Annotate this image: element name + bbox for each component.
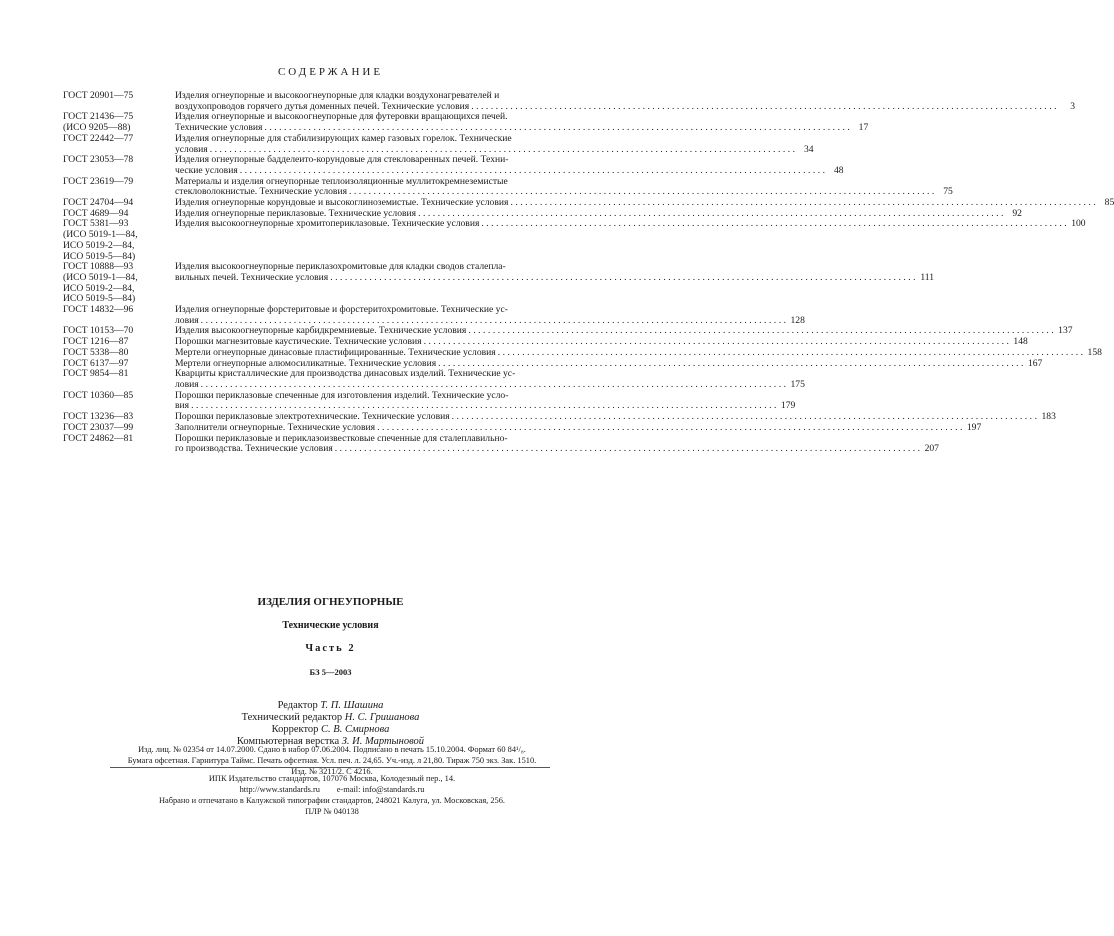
entry-last-line [175,348,1102,359]
gost-codes [63,423,175,434]
gost-code: ГОСТ 21436—75 [63,111,134,123]
page-number: 100 [1071,218,1086,230]
publisher-line: http://www.standards.ru e-mail: info@standards.ru [239,785,425,794]
contents-title: СОДЕРЖАНИЕ [277,66,384,78]
page-number: 158 [1087,346,1102,358]
page-number: 207 [924,443,939,455]
entry-title-line: Порошки магнезитовые каустические. Технические условия [175,336,422,348]
leader-dots: ........................................................................................................................ [510,197,1099,209]
entry-last-line [175,423,981,434]
entry-title-line: Изделия огнеупорные корундовые и высокоглиноземистые. Технические условия [175,197,509,209]
editor-name: Н. С. Гришанова [344,712,420,723]
entry-title-line: Изделия огнеупорные форстеритовые и форстеритохромитовые. Технические ус- [175,304,508,316]
entry-title-line: Изделия огнеупорные периклазовые. Технические условия [175,207,417,219]
gost-codes [63,219,175,262]
page-number: 75 [943,186,953,198]
entry-title [175,177,953,198]
toc-entry [63,175,953,198]
table-of-contents [63,90,1114,455]
gost-code: ГОСТ 5338—80 [63,346,129,358]
gost-codes [63,305,175,326]
entry-title [175,112,868,133]
leader-dots: ........................................................................................................................ [209,143,798,155]
page-number: 111 [920,271,935,283]
gost-codes [63,177,175,198]
toc-entry [63,218,1086,262]
entry-title [175,134,814,155]
toc-entry [63,154,844,176]
gost-code: ГОСТ 10153—70 [63,325,134,337]
editor-line [0,724,661,736]
gost-code: ГОСТ 6137—97 [63,357,129,369]
entry-title-line: Изделия огнеупорные для стабилизирующих камер газовых горелок. Технические [175,132,512,144]
entry-title [175,369,804,390]
entry-title [175,423,981,434]
gost-code: ИСО 5019-2—84, [63,282,135,294]
imprint-subtitle: Технические условия [282,620,379,631]
leader-dots: ........................................................................................................................ [418,207,1006,219]
gost-code: ГОСТ 23619—79 [63,175,134,187]
page-number: 34 [803,143,814,155]
imprint-part: Часть 2 [305,643,356,654]
gost-codes [63,134,175,155]
page-number: 148 [1013,336,1028,348]
separator-line [110,767,550,768]
entry-last-line [175,444,939,455]
toc-entry [63,432,939,455]
leader-dots: ........................................................................................................................ [468,325,1057,337]
gost-code: ГОСТ 24704—94 [63,197,134,209]
entry-title-line: ческие условия [175,164,238,176]
entry-title-line: Кварциты кристаллические для производства динасовых изделий. Технические ус- [175,368,516,380]
gost-codes [63,155,175,176]
page-number: 128 [790,314,805,326]
page-number: 3 [1070,100,1075,112]
entry-title-line: вия [175,400,190,412]
entry-title-line: Порошки периклазовые и периклазоизвестковые спеченные для сталеплавильно- [175,432,508,444]
entry-title [175,348,1102,359]
gost-code: ГОСТ 10360—85 [63,389,134,401]
editor-role: Компьютерная верстка [236,736,340,747]
entry-last-line [175,219,1085,230]
entry-title-line: Изделия высокоогнеупорные карбидкремниевые. Технические условия [175,325,467,337]
entry-title [175,155,844,176]
editors-block [0,700,661,748]
editor-role: Корректор [271,724,319,735]
gost-code: ГОСТ 14832—96 [63,304,134,316]
gost-code: ГОСТ 5381—93 [63,218,129,230]
entry-title-line: Технические условия [175,122,263,134]
leader-dots: ........................................................................................................................ [481,218,1070,230]
leader-dots: ........................................................................................................................ [239,164,828,176]
page-number: 17 [858,122,869,134]
leader-dots: ........................................................................................................................ [330,271,919,283]
publisher-line: ПЛР № 040138 [305,807,359,816]
leader-dots: ........................................................................................................................ [264,122,853,134]
page-number: 85 [1104,197,1114,209]
toc-entry [63,368,805,390]
entry-title-line: Изделия высокоогнеупорные хромитопериклазовые. Технические условия [175,218,480,230]
gost-code: ИСО 5019-5—84) [63,293,136,305]
print-info-line: Изд. № 3211/2. С 4216. [291,767,373,776]
gost-codes [63,434,175,455]
leader-dots: ........................................................................................................................ [377,421,965,433]
page-number: 92 [1012,207,1022,219]
leader-dots: ........................................................................................................................ [471,100,1059,112]
print-info-line: Бумага офсетная. Гарнитура Таймс. Печать офсетная. Усл. печ. л. 24,65. Уч.-изд. л 21,80. Тираж 750 экз. Зак. 1510. [127,756,537,765]
gost-code: ГОСТ 23037—99 [63,421,134,433]
toc-entry [63,346,1102,359]
toc-entry [63,90,1075,112]
publisher-info [62,773,602,817]
entry-title-line: ловия [175,378,199,390]
editor-name: Т. П. Шашина [320,700,384,711]
editor-name: З. И. Мартыновой [341,736,425,747]
leader-dots: ........................................................................................................................ [451,411,1040,423]
toc-entry [63,389,796,412]
editor-role: Редактор [277,700,318,711]
gost-codes [63,348,175,359]
entry-title-line: ловия [175,314,199,326]
entry-title-line: Изделия огнеупорные и высокоогнеупорные для кладки воздухонагревателей и [175,90,500,101]
gost-codes [63,262,175,305]
toc-entry [63,304,805,326]
entry-title-line: воздухопроводов горячего дутья доменных печей. Технические условия [175,100,470,112]
editor-line [0,712,661,724]
gost-codes [63,112,175,133]
entry-title-line: Материалы и изделия огнеупорные теплоизоляционные муллитокремнеземистые [175,175,508,187]
toc-entry [63,111,869,134]
entry-title-line: Изделия огнеупорные бадделеито-корундовые для стекловаренных печей. Техни- [175,154,509,166]
entry-title-line: Изделия огнеупорные и высокоогнеупорные для футеровки вращающихся печей. [175,111,508,123]
entry-title [175,434,939,455]
gost-code: ГОСТ 4689—94 [63,207,129,219]
gost-codes [63,91,175,112]
entry-title-line: Порошки периклазовые спеченные для изготовления изделий. Технические усло- [175,389,509,401]
entry-title-line: стекловолокнистые. Технические условия [175,186,347,198]
editor-name: С. В. Смирнова [321,724,390,735]
toc-entry [63,421,982,434]
entry-title [175,219,1085,262]
page-number: 48 [833,164,844,176]
publisher-line: ИПК Издательство стандартов, 107076 Москва, Колодезный пер., 14. [208,774,456,783]
toc-entry [63,132,814,155]
leader-dots: ........................................................................................................................ [423,336,1012,348]
gost-code: ГОСТ 10888—93 [63,261,134,273]
gost-code: (ИСО 5019-1—84, [63,229,138,241]
editor-line [0,700,661,712]
leader-dots: ........................................................................................................................ [191,400,779,412]
leader-dots: ........................................................................................................................ [349,186,937,198]
gost-code: ГОСТ 22442—77 [63,132,134,144]
entry-title [175,391,795,412]
page-number: 167 [1027,357,1043,369]
toc-entry [63,261,935,305]
entry-last-line [175,273,934,284]
page-number: 175 [790,378,805,390]
gost-code: (ИСО 5019-1—84, [63,271,138,283]
gost-code: ИСО 5019-2—84, [63,239,135,251]
entry-title [175,305,804,326]
imprint-bz: БЗ 5—2003 [309,667,352,677]
gost-code: ГОСТ 24862—81 [63,432,134,444]
gost-code: ГОСТ 20901—75 [63,90,134,101]
gost-code: ГОСТ 1216—87 [63,336,129,348]
entry-title [175,262,934,305]
page-number: 183 [1041,411,1056,423]
entry-title-line: Мертели огнеупорные динасовые пластифицированные. Технические условия [175,346,496,358]
leader-dots: ........................................................................................................................ [200,378,789,390]
leader-dots: ........................................................................................................................ [200,314,789,326]
page-number: 179 [780,400,796,412]
gost-codes [63,369,175,390]
entry-title-line: вильных печей. Технические условия [175,271,329,283]
entry-title-line: Мертели огнеупорные алюмосиликатные. Технические условия [175,357,437,369]
page-number: 197 [966,421,982,433]
editor-role: Технический редактор [241,712,343,723]
gost-code: ГОСТ 9854—81 [63,368,129,380]
page-number: 137 [1058,325,1073,337]
entry-title-line: Заполнители огнеупорные. Технические условия [175,421,376,433]
publisher-line: Набрано и отпечатано в Калужской типографии стандартов, 248021 Калуга, ул. Московская, 256. [158,796,506,805]
leader-dots: ........................................................................................................................ [497,346,1086,358]
entry-title-line: Порошки периклазовые электротехнические. Технические условия [175,411,450,423]
entry-title-line: Изделия высокоогнеупорные периклазохромитовые для кладки сводов сталепла- [175,261,506,273]
leader-dots: ........................................................................................................................ [438,357,1026,369]
entry-title [175,91,1075,112]
gost-code: ГОСТ 23053—78 [63,154,134,166]
entry-title-line: го производства. Технические условия [175,443,333,455]
gost-code: ГОСТ 13236—83 [63,411,134,423]
gost-code: ИСО 5019-5—84) [63,250,136,262]
entry-title-line: условия [175,143,208,155]
print-info-line: Изд. лиц. № 02354 от 14.07.2000. Сдано в набор 07.06.2004. Подписано в печать 15.10.2004. Формат 60 84¹/₈. [138,745,526,754]
leader-dots: ........................................................................................................................ [334,443,923,455]
gost-code: (ИСО 9205—88) [63,122,131,134]
gost-codes [63,391,175,412]
imprint-heading: ИЗДЕЛИЯ ОГНЕУПОРНЫЕ [257,596,404,608]
